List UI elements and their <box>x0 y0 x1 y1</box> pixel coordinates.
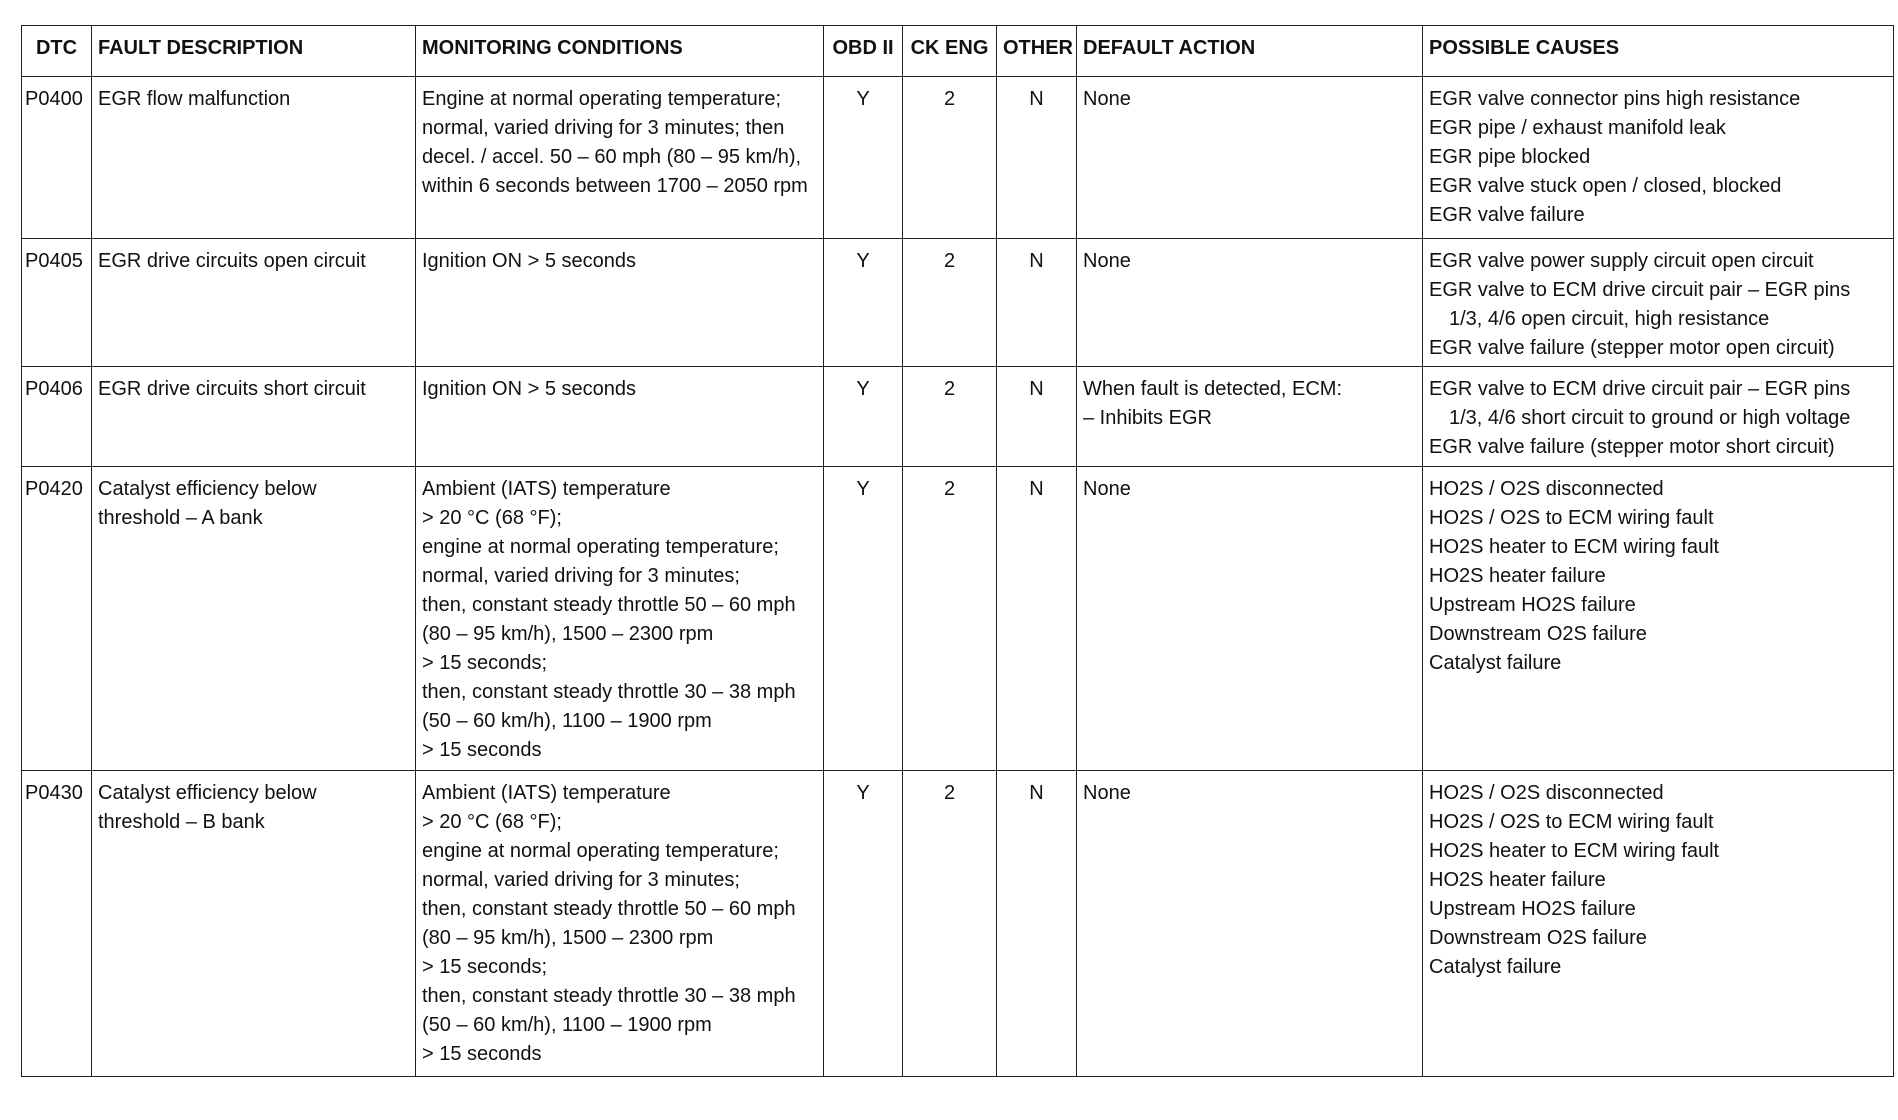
possible-cause-line: Catalyst failure <box>1429 652 1562 674</box>
possible-cause-line: Upstream HO2S failure <box>1429 594 1636 616</box>
fault-description-line: Catalyst efficiency below <box>98 782 317 804</box>
other-cell <box>997 239 1077 367</box>
fault-description-cell <box>92 771 416 1077</box>
monitoring-condition-line: Ignition ON > 5 seconds <box>422 250 637 272</box>
obd-ii-value: Y <box>856 378 870 400</box>
default-action-line: When fault is detected, ECM: <box>1083 378 1343 400</box>
fault-description-cell <box>92 367 416 467</box>
other-cell <box>997 771 1077 1077</box>
monitoring-condition-line: normal, varied driving for 3 minutes; <box>422 869 740 891</box>
table-body <box>22 77 1894 1077</box>
possible-causes-cell <box>1423 467 1894 771</box>
default-action-line: None <box>1083 250 1131 272</box>
possible-cause-line: EGR valve to ECM drive circuit pair – EGR pins <box>1429 279 1851 301</box>
obd-ii-value: Y <box>856 782 870 804</box>
default-action-line: None <box>1083 88 1131 110</box>
monitoring-condition-line: Ambient (IATS) temperature <box>422 782 671 804</box>
default-action-line: – Inhibits EGR <box>1083 407 1212 429</box>
ck-eng-value: 2 <box>943 782 956 804</box>
ck-eng-cell <box>903 367 997 467</box>
monitoring-condition-line: engine at normal operating temperature; <box>422 536 779 558</box>
monitoring-condition-line: > 15 seconds <box>422 1043 542 1065</box>
ck-eng-cell <box>903 771 997 1077</box>
table-row <box>22 77 1894 239</box>
possible-cause-line: EGR valve stuck open / closed, blocked <box>1429 175 1782 197</box>
ck-eng-value: 2 <box>943 250 956 272</box>
monitoring-conditions-cell <box>416 771 824 1077</box>
fault-description-line: EGR drive circuits open circuit <box>98 250 366 272</box>
monitoring-condition-line: Ignition ON > 5 seconds <box>422 378 637 400</box>
default-action-line: None <box>1083 782 1131 804</box>
possible-causes-cell <box>1423 367 1894 467</box>
table-row <box>22 239 1894 367</box>
monitoring-condition-line: (50 – 60 km/h), 1100 – 1900 rpm <box>422 710 712 732</box>
monitoring-condition-line: (80 – 95 km/h), 1500 – 2300 rpm <box>422 623 714 645</box>
possible-cause-line: HO2S / O2S disconnected <box>1429 478 1664 500</box>
header-other: OTHER <box>997 26 1077 77</box>
possible-cause-line: 1/3, 4/6 short circuit to ground or high voltage <box>1449 407 1851 429</box>
obd-ii-value: Y <box>856 88 870 110</box>
fault-description-line: Catalyst efficiency below <box>98 478 317 500</box>
dtc-code: P0405 <box>25 250 83 272</box>
header-row <box>22 26 1894 77</box>
obd-ii-cell <box>824 239 903 367</box>
header-obd-ii: OBD II <box>824 26 903 77</box>
monitoring-condition-line: engine at normal operating temperature; <box>422 840 779 862</box>
monitoring-condition-line: within 6 seconds between 1700 – 2050 rpm <box>422 175 808 197</box>
default-action-cell <box>1077 771 1423 1077</box>
obd-ii-cell <box>824 77 903 239</box>
ck-eng-cell <box>903 77 997 239</box>
default-action-cell <box>1077 467 1423 771</box>
obd-ii-value: Y <box>856 250 870 272</box>
ck-eng-value: 2 <box>943 88 956 110</box>
possible-cause-line: EGR pipe / exhaust manifold leak <box>1429 117 1726 139</box>
monitoring-condition-line: (80 – 95 km/h), 1500 – 2300 rpm <box>422 927 714 949</box>
possible-cause-line: EGR valve to ECM drive circuit pair – EGR pins <box>1429 378 1851 400</box>
monitoring-condition-line: > 20 °C (68 °F); <box>422 811 562 833</box>
possible-cause-line: 1/3, 4/6 open circuit, high resistance <box>1449 308 1770 330</box>
monitoring-condition-line: > 15 seconds; <box>422 956 548 978</box>
header-dtc: DTC <box>22 26 92 77</box>
other-cell <box>997 77 1077 239</box>
possible-cause-line: EGR valve failure (stepper motor open circuit) <box>1429 337 1835 359</box>
possible-cause-line: HO2S / O2S to ECM wiring fault <box>1429 507 1714 529</box>
monitoring-condition-line: > 20 °C (68 °F); <box>422 507 562 529</box>
default-action-cell <box>1077 77 1423 239</box>
ck-eng-cell <box>903 239 997 367</box>
monitoring-condition-line: normal, varied driving for 3 minutes; then <box>422 117 785 139</box>
table-row <box>22 467 1894 771</box>
obd-ii-cell <box>824 771 903 1077</box>
monitoring-conditions-cell <box>416 367 824 467</box>
other-cell <box>997 467 1077 771</box>
monitoring-condition-line: > 15 seconds; <box>422 652 548 674</box>
possible-cause-line: HO2S heater to ECM wiring fault <box>1429 536 1720 558</box>
table-row <box>22 367 1894 467</box>
possible-cause-line: HO2S heater to ECM wiring fault <box>1429 840 1720 862</box>
obd-ii-cell <box>824 367 903 467</box>
other-value: N <box>1029 88 1044 110</box>
fault-description-line: threshold – B bank <box>98 811 265 833</box>
header-ck-eng: CK ENG <box>903 26 997 77</box>
other-value: N <box>1029 478 1044 500</box>
ck-eng-value: 2 <box>943 478 956 500</box>
dtc-cell <box>22 239 92 367</box>
monitoring-conditions-cell <box>416 239 824 367</box>
other-value: N <box>1029 378 1044 400</box>
dtc-code: P0400 <box>25 88 83 110</box>
monitoring-condition-line: Engine at normal operating temperature; <box>422 88 782 110</box>
header-fault-description: FAULT DESCRIPTION <box>92 26 416 77</box>
possible-cause-line: HO2S heater failure <box>1429 565 1606 587</box>
header-monitoring-conditions: MONITORING CONDITIONS <box>416 26 824 77</box>
dtc-code: P0420 <box>25 478 83 500</box>
possible-cause-line: Downstream O2S failure <box>1429 623 1647 645</box>
monitoring-conditions-cell <box>416 77 824 239</box>
possible-cause-line: EGR valve power supply circuit open circuit <box>1429 250 1814 272</box>
header-possible-causes: POSSIBLE CAUSES <box>1423 26 1894 77</box>
monitoring-condition-line: then, constant steady throttle 50 – 60 mph <box>422 594 796 616</box>
possible-causes-cell <box>1423 771 1894 1077</box>
possible-cause-line: HO2S heater failure <box>1429 869 1606 891</box>
other-value: N <box>1029 782 1044 804</box>
dtc-fault-table <box>21 25 1894 1077</box>
default-action-cell <box>1077 367 1423 467</box>
table-row <box>22 771 1894 1077</box>
monitoring-condition-line: > 15 seconds <box>422 739 542 761</box>
monitoring-condition-line: then, constant steady throttle 30 – 38 mph <box>422 985 796 1007</box>
possible-cause-line: Catalyst failure <box>1429 956 1562 978</box>
possible-cause-line: Downstream O2S failure <box>1429 927 1647 949</box>
default-action-line: None <box>1083 478 1131 500</box>
fault-description-cell <box>92 239 416 367</box>
other-value: N <box>1029 250 1044 272</box>
dtc-code: P0406 <box>25 378 83 400</box>
possible-causes-cell <box>1423 239 1894 367</box>
possible-cause-line: EGR pipe blocked <box>1429 146 1591 168</box>
monitoring-condition-line: then, constant steady throttle 50 – 60 mph <box>422 898 796 920</box>
dtc-cell <box>22 771 92 1077</box>
fault-description-line: threshold – A bank <box>98 507 263 529</box>
monitoring-conditions-cell <box>416 467 824 771</box>
monitoring-condition-line: decel. / accel. 50 – 60 mph (80 – 95 km/h), <box>422 146 802 168</box>
dtc-cell <box>22 77 92 239</box>
possible-cause-line: HO2S / O2S to ECM wiring fault <box>1429 811 1714 833</box>
possible-cause-line: EGR valve failure <box>1429 204 1585 226</box>
obd-ii-value: Y <box>856 478 870 500</box>
dtc-cell <box>22 367 92 467</box>
monitoring-condition-line: normal, varied driving for 3 minutes; <box>422 565 740 587</box>
possible-cause-line: HO2S / O2S disconnected <box>1429 782 1664 804</box>
monitoring-condition-line: Ambient (IATS) temperature <box>422 478 671 500</box>
dtc-cell <box>22 467 92 771</box>
ck-eng-cell <box>903 467 997 771</box>
possible-cause-line: EGR valve connector pins high resistance <box>1429 88 1801 110</box>
possible-causes-cell <box>1423 77 1894 239</box>
possible-cause-line: EGR valve failure (stepper motor short circuit) <box>1429 436 1835 458</box>
other-cell <box>997 367 1077 467</box>
default-action-cell <box>1077 239 1423 367</box>
obd-ii-cell <box>824 467 903 771</box>
fault-description-line: EGR drive circuits short circuit <box>98 378 366 400</box>
ck-eng-value: 2 <box>943 378 956 400</box>
fault-description-cell <box>92 77 416 239</box>
monitoring-condition-line: then, constant steady throttle 30 – 38 mph <box>422 681 796 703</box>
possible-cause-line: Upstream HO2S failure <box>1429 898 1636 920</box>
header-default-action: DEFAULT ACTION <box>1077 26 1423 77</box>
monitoring-condition-line: (50 – 60 km/h), 1100 – 1900 rpm <box>422 1014 712 1036</box>
fault-description-line: EGR flow malfunction <box>98 88 291 110</box>
dtc-code: P0430 <box>25 782 83 804</box>
fault-description-cell <box>92 467 416 771</box>
